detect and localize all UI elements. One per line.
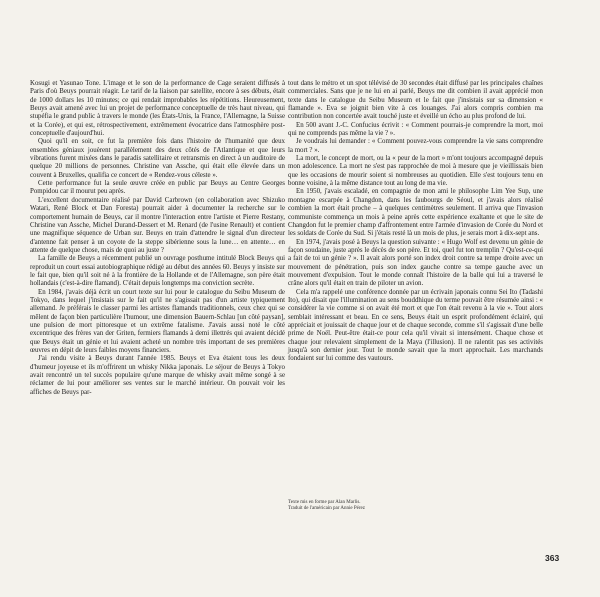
- paragraph: Cela m'a rappelé une conférence donnée par un écrivain japonais connu Sei Ito (Tadashi Ito), qui disait que l'illumination au sens bouddhique du terme pouvait être résumée ainsi : « considérer la vie comme si on avait été mort et que l'on était revenu à la vie ». Tout alors semblait intéressant et beau. En ce sens, Beuys était un esprit profondément éclairé, qui appréciait et jouissait de chaque jour et de chaque seconde, comme s'il s'agissait d'une belle prime de Noël. Peut-être était-ce pour cela qu'il vivait si intensément. Chaque chose et chaque jour relevaient simplement de la Maya (l'illusion). Il ne ralentit pas ses activités jusqu'à son dernier jour. Tout le monde savait que la mort approchait. Les marchands fondaient sur lui comme des vautours.: [288, 288, 543, 363]
- left-text-column: [30, 80, 285, 397]
- paragraph: Quoi qu'il en soit, ce fut la première fois dans l'histoire de l'humanité que deux ensembles géniaux jouèrent parallèlement des deux côtés de l'Atlantique et que leurs vibrations furent mixées dans le paradis satellitaire et retransmis en direct à un auditoire de quelque 20 millions de personnes. Christine van Assche, qui était elle élevée dans un couvent à Bruxelles, qualifia ce concert de « Rendez-vous céleste ».: [30, 138, 285, 179]
- paragraph: En 1984, j'avais déjà écrit un court texte sur lui pour le catalogue du Seibu Museum de Tokyo, dans lequel j'insistais sur le fait qu'il ne s'agissait pas d'un artiste typiquement allemand. Je préférais le classer parmi les artistes flamands traditionnels, ceux chez qui se mêlent de façon bien particulière l'humour, une dimension Bauern-Schlau [un côté paysan], une pulsion de mort pittoresque et un extrême fatalisme. J'avais aussi noté le côté excentrique des frères van der Griten, fermiers flamands à demi illettrés qui avaient décidé que Beuys était un génie et lui avaient acheté un nombre très important de ses premières œuvres en dépit de leurs faibles moyens financiers.: [30, 288, 285, 354]
- right-text-column: [288, 80, 543, 364]
- paragraph: L'excellent documentaire réalisé par David Carbrown (en collaboration avec Shizuko Watari, René Block et Dan Foresta) pourrait aider à documenter la recherche sur le comportement humain de Beuys, car il montre l'interaction entre l'artiste et Pierre Restany, Christine van Assche, Michel Durand-Dessert et M. Renard (de l'usine Renault) et contient une magnifique séquence de Urban sur. Beuys en train d'attendre le signal d'un directeur d'antenne fait penser à un coyote de la steppe sibérienne sous la lune… en attente… en attente de quelque chose, mais de quoi au juste ?: [30, 196, 285, 254]
- paragraph: tout dans le métro et un spot télévisé de 30 secondes était diffusé par les principales chaînes commerciales. Sans que je ne lui en ai parlé, Beuys me dit combien il avait apprécié mon texte dans le catalogue du Seibu Museum et le fait que j'insistais sur sa dimension « flamande ». Eva se joignit bien vite à ces louanges. J'ai alors compris combien ma contribution non concertée avait touché juste et éveillé un écho au plus profond de lui.: [288, 80, 543, 121]
- editor-credit: Texte mis en forme par Alan Marlis.: [288, 500, 361, 505]
- paragraph: Kosugi et Yasunao Tone. L'image et le son de la performance de Cage seraient diffusés à Paris d'où Beuys pourrait réagir. Le tarif de la liaison par satellite, encore à ses débuts, était de 1000 dollars les 10 minutes; ce qui rendait improbables les répétitions. Heureusement, Beuys avait amené avec lui un projet de performance conceptuelle de très haut niveau, qui stupéfia le grand public à travers le monde (les États-Unis, la France, l'Allemagne, la Suisse et la Corée), et qui est, rétrospectivement, extrêmement évocatrice dans l'atmosphère post-conceptuelle d'aujourd'hui.: [30, 80, 285, 138]
- paragraph: La famille de Beuys a récemment publié un ouvrage posthume intitulé Block Beuys qui reproduit un court essai autobiographique rédigé au début des années 60. Beuys y insiste sur le fait que, bien qu'il soit né à la frontière de la Hollande et de l'Allemagne, son père était hollandais (c'est-à-dire flamand). C'était depuis longtemps ma conviction secrète.: [30, 255, 285, 288]
- paragraph: J'ai rendu visite à Beuys durant l'année 1985. Beuys et Eva étaient tous les deux d'humeur joyeuse et ils m'offrirent un whisky Nikka japonais. Le séjour de Beuys à Tokyo avait rencontré un tel succès populaire qu'une marque de whisky avait même songé à se réclamer de lui pour améliorer ses ventes sur le marché intérieur. On pouvait voir les affiches de Beuys par-: [30, 355, 285, 396]
- translation-credits: [288, 500, 543, 513]
- paragraph: En 1950, j'avais escaladé, en compagnie de mon ami le philosophe Lim Yee Sup, une montagne escarpée à Changdon, dans les faubourgs de Séoul, et j'avais alors réalisé combien la mort était proche – à quelques centimètres seulement. Il arriva que l'invasion communiste commença un mois à peine après cette expérience exaltante et que le site de Changdon fut le premier champ d'affrontement entre l'armée d'invasion de Corée du Nord et les soldats de Corée du Sud. Si j'étais resté là un mois de plus, je serais mort à dix-sept ans.: [288, 188, 543, 238]
- paragraph: Je voudrais lui demander : « Comment pouvez-vous comprendre la vie sans comprendre la mort ? ».: [288, 138, 543, 154]
- paragraph: En 1974, j'avais posé à Beuys la question suivante : « Hugo Wolf est devenu un génie de façon soudaine, juste après le décès de son père. Et toi, quel fut ton tremplin ? Qu'est-ce-qui a fait de toi un génie ? ». Il avait alors porté son index droit contre sa tempe droite avec un mouvement de pénétration, puis son index gauche contre sa tempe gauche avec un mouvement d'expulsion. Tout le monde connaît l'histoire de la balle qui lui a traversé le crâne alors qu'il était en train de piloter un avion.: [288, 238, 543, 288]
- translator-credit: Traduit de l'américain par Annie Pérez: [288, 506, 365, 512]
- page-number: 363: [545, 553, 560, 563]
- paragraph: La mort, le concept de mort, ou la « peur de la mort » m'ont toujours accompagné depuis mon adolescence. La mort ne s'est pas rapprochée de moi à mesure que je vieillissais bien que les occasions de mourir soient si nombreuses au quotidien. Elle s'est toujours tenu en bonne voisine, à la même distance tout au long de ma vie.: [288, 155, 543, 188]
- paragraph: En 500 avant J.-C. Confucius écrivit : « Comment pourrais-je comprendre la mort, moi qui ne comprends pas même la vie ? ».: [288, 121, 543, 138]
- paragraph: Cette performance fut la seule œuvre créée en public par Beuys au Centre Georges Pompidou car il mourut peu après.: [30, 180, 285, 196]
